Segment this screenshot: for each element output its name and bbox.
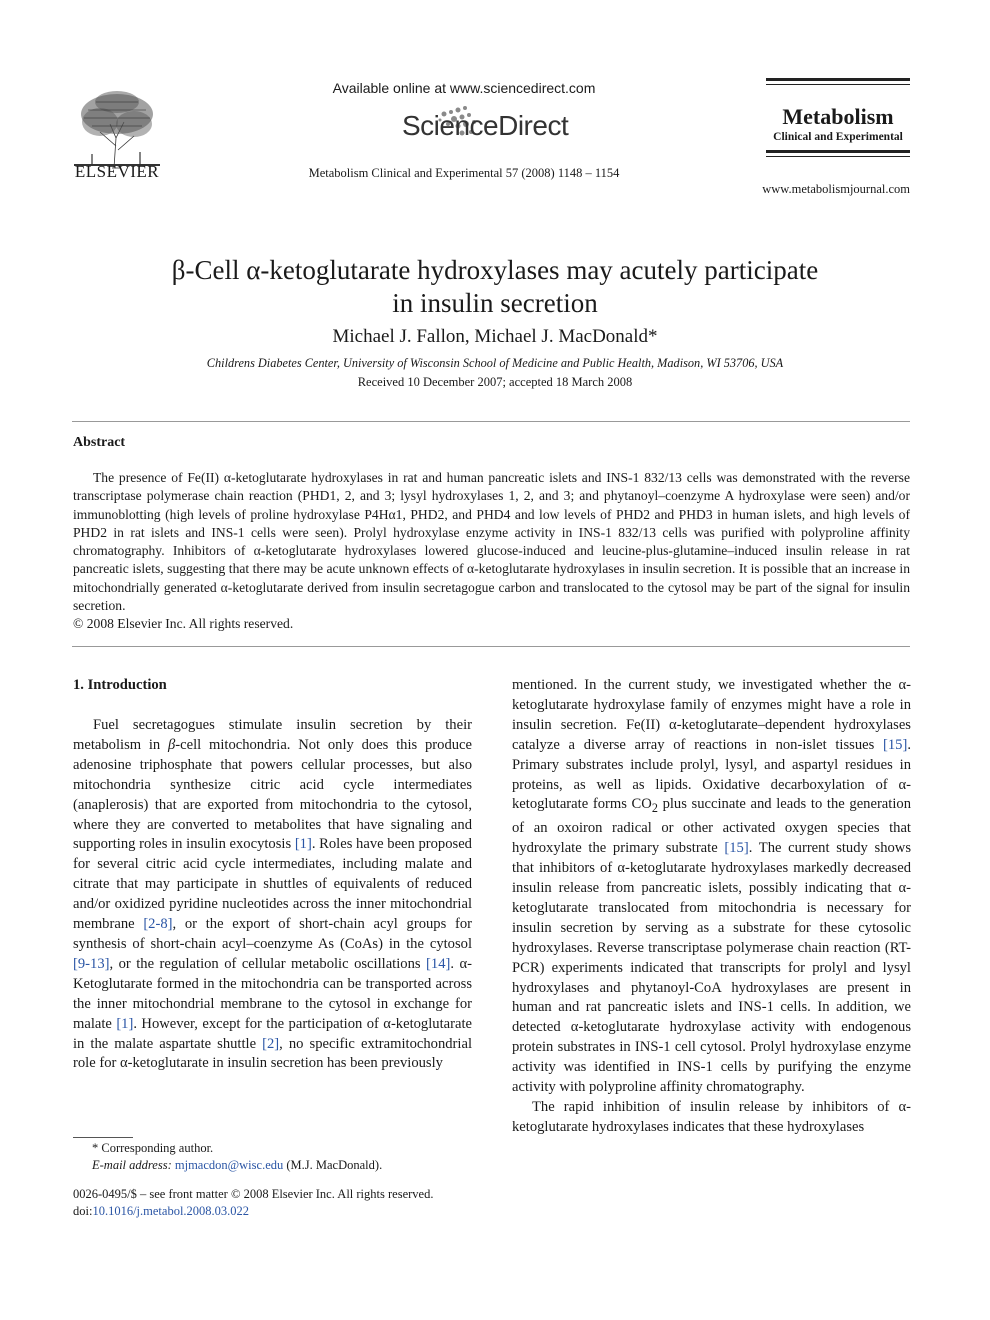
citation-link[interactable]: [15] <box>883 736 908 753</box>
journal-logo-rule <box>766 78 910 81</box>
text-run: , no specific extramitochondrial role for α-ketoglutarate in insulin secretion has been previously <box>73 1035 472 1072</box>
sciencedirect-wordmark: ScienceDirect <box>402 110 569 141</box>
email-footnote <box>92 1158 382 1173</box>
left-column <box>73 716 472 1074</box>
citation-link[interactable]: [2] <box>262 1035 280 1052</box>
text-run: . α-Ketoglutarate formed in the mitochondria can be transported across the inner mitochondrial membrane to the cytosol in exchange for malate <box>73 955 472 1032</box>
email-suffix: (M.J. MacDonald). <box>286 1158 383 1172</box>
journal-title: Metabolism <box>782 104 894 129</box>
text-run: , or the regulation of cellular metabolic oscillations <box>109 955 427 972</box>
divider <box>72 646 910 647</box>
citation-link[interactable]: [1] <box>116 1015 134 1032</box>
footnote-rule <box>73 1137 133 1138</box>
text-run: -cell mitochondria. Not only does this produce adenosine triphosphate that powers cellular processes, but also mitochondria synthesize citric acid cycle intermediates (anaplerosis) that are exported from mitochondria to the cytosol, where they are converted to metabolites that have signaling and supporting roles in insulin exocytosis <box>73 736 472 853</box>
journal-reference: Metabolism Clinical and Experimental 57 (2008) 1148 – 1154 <box>308 166 620 180</box>
email-label: E-mail address: <box>92 1158 172 1172</box>
journal-logo-rule <box>766 150 910 153</box>
text-run: . Roles have been proposed for several citric acid cycle intermediates, including malate and citrate that may participate in shuttles of equivalents of reduced and/or oxidized pyridine nucleotides across the inner mitochondrial membrane <box>73 836 472 933</box>
text-run: Fuel secretagogues stimulate insulin secretion by their metabolism in <box>73 717 472 753</box>
right-column <box>512 676 911 1138</box>
section-heading: 1. Introduction <box>73 677 167 693</box>
publisher-name: ELSEVIER <box>74 162 160 181</box>
text-run: . The current study shows that inhibitors of α-ketoglutarate hydroxylases markedly decreased insulin release from pancreatic islets, possibly indicating that α-ketoglutarate translocated from mitochondria is necessary for insulin secretion by serving as a substrate for these cytosolic hydroxylases. Reverse transcriptase polymerase chain reaction (RT-PCR) experiments indicated that transcripts for prolyl and lysyl hydroxylases and phytanoyl-CoA hydroxylases are present in human and rat pancreatic islets and INS-1 cells. In addition, we detected α-ketoglutarate hydroxylase activity with endogenous protein substrates in INS-1 cell cytosol. Prolyl hydroxylase enzyme activity was identified in INS-1 cells by purifying the enzyme activity with polyproline affinity chromatography. <box>512 840 912 1096</box>
journal-logo-rule <box>766 84 910 85</box>
citation-link[interactable]: [2-8] <box>143 916 173 933</box>
abstract-text: The presence of Fe(II) α-ketoglutarate hydroxylases in rat and human pancreatic islets and INS-1 832/13 cells was demonstrated with the reverse transcriptase polymerase chain reaction (PHD1, 2, and 3; lysyl hydroxylases 1, 2, and 3; and phytanoyl–coenzyme A hydroxylase were seen) and/or immunoblotting (high levels of proline hydroxylase P4Hα1, PHD2, and PHD4 and low levels of PHD2 and PHD3 in human islets, and high levels of PHD2 in rat islets and INS-1 cells were seen). Prolyl hydroxylase enzyme activity in INS-1 832/13 cells was purified with polyproline affinity chromatography. Inhibitors of α-ketoglutarate hydroxylases lowered glucose-induced and leucine-plus-glutamine–induced insulin release in rat pancreatic islets, suggesting that there may be acute unknown effects of α-ketoglutarate hydroxylases in insulin secretion. It is possible that an increase in mitochondrially generated α-ketoglutarate derived from insulin secretagogue carbon and translocated to the cytosol may be part of the signal for insulin secretion. <box>73 470 910 614</box>
text-run: . However, except for the participation of α-ketoglutarate in the malate aspartate shuttle <box>73 1015 472 1052</box>
text-run: . Primary substrates include prolyl, lysyl, and aspartyl residues in proteins, as well as lipids. Oxidative decarboxylation of α-ketoglutarate forms CO <box>512 736 911 813</box>
doi-label: doi: <box>73 1204 93 1218</box>
doi-line <box>73 1204 249 1219</box>
doi-link[interactable]: 10.1016/j.metabol.2008.03.022 <box>92 1204 250 1218</box>
email-link[interactable]: mjmacdon@wisc.edu <box>174 1158 284 1172</box>
text-run: plus succinate and leads to the generation of an oxoiron radical or other activated oxygen species that hydroxylate the primary substrate <box>512 796 911 857</box>
citation-link[interactable]: [14] <box>426 955 451 972</box>
divider <box>72 421 910 422</box>
citation-link[interactable]: [1] <box>294 836 312 853</box>
available-online-text: Available online at www.sciencedirect.com <box>332 80 596 96</box>
title-line-1: β-Cell α-ketoglutarate hydroxylases may acutely participate <box>171 255 819 285</box>
text-run: β <box>168 736 176 753</box>
citation-link[interactable]: [15] <box>724 840 749 857</box>
issn-line: 0026-0495/$ – see front matter © 2008 Elsevier Inc. All rights reserved. <box>73 1187 434 1201</box>
intro-paragraph-1 <box>73 716 472 1074</box>
journal-logo-rule <box>766 156 910 157</box>
subscript: 2 <box>651 801 658 816</box>
affiliation: Childrens Diabetes Center, University of Wisconsin School of Medicine and Public Health, Madison, WI 53706, USA <box>206 356 784 370</box>
corresponding-author-note: * Corresponding author. <box>92 1141 214 1155</box>
abstract-heading: Abstract <box>73 435 126 450</box>
text-run: mentioned. In the current study, we investigated whether the α-ketoglutarate hydroxylase family of enzymes might have a role in insulin secretion. Fe(II) α-ketoglutarate–dependent hydroxylases catalyze a diverse array of reactions in non-islet tissues <box>512 677 911 753</box>
text-run: , or the export of short-chain acyl groups for synthesis of short-chain acyl–coenzyme As (CoAs) in the cytosol <box>73 916 472 952</box>
intro-paragraph-1-continued <box>512 676 911 1098</box>
abstract-copyright: © 2008 Elsevier Inc. All rights reserved. <box>73 616 294 631</box>
journal-subtitle: Clinical and Experimental <box>773 131 903 143</box>
citation-link[interactable]: [9-13] <box>73 955 110 972</box>
title-line-2: in insulin secretion <box>392 288 598 318</box>
article-title <box>120 254 870 320</box>
author-list: Michael J. Fallon, Michael J. MacDonald* <box>332 326 658 347</box>
intro-paragraph-2: The rapid inhibition of insulin release by inhibitors of α-ketoglutarate hydroxylases indicates that these hydroxylases <box>512 1098 911 1135</box>
journal-url[interactable]: www.metabolismjournal.com <box>762 182 910 196</box>
received-dates: Received 10 December 2007; accepted 18 March 2008 <box>357 375 633 389</box>
